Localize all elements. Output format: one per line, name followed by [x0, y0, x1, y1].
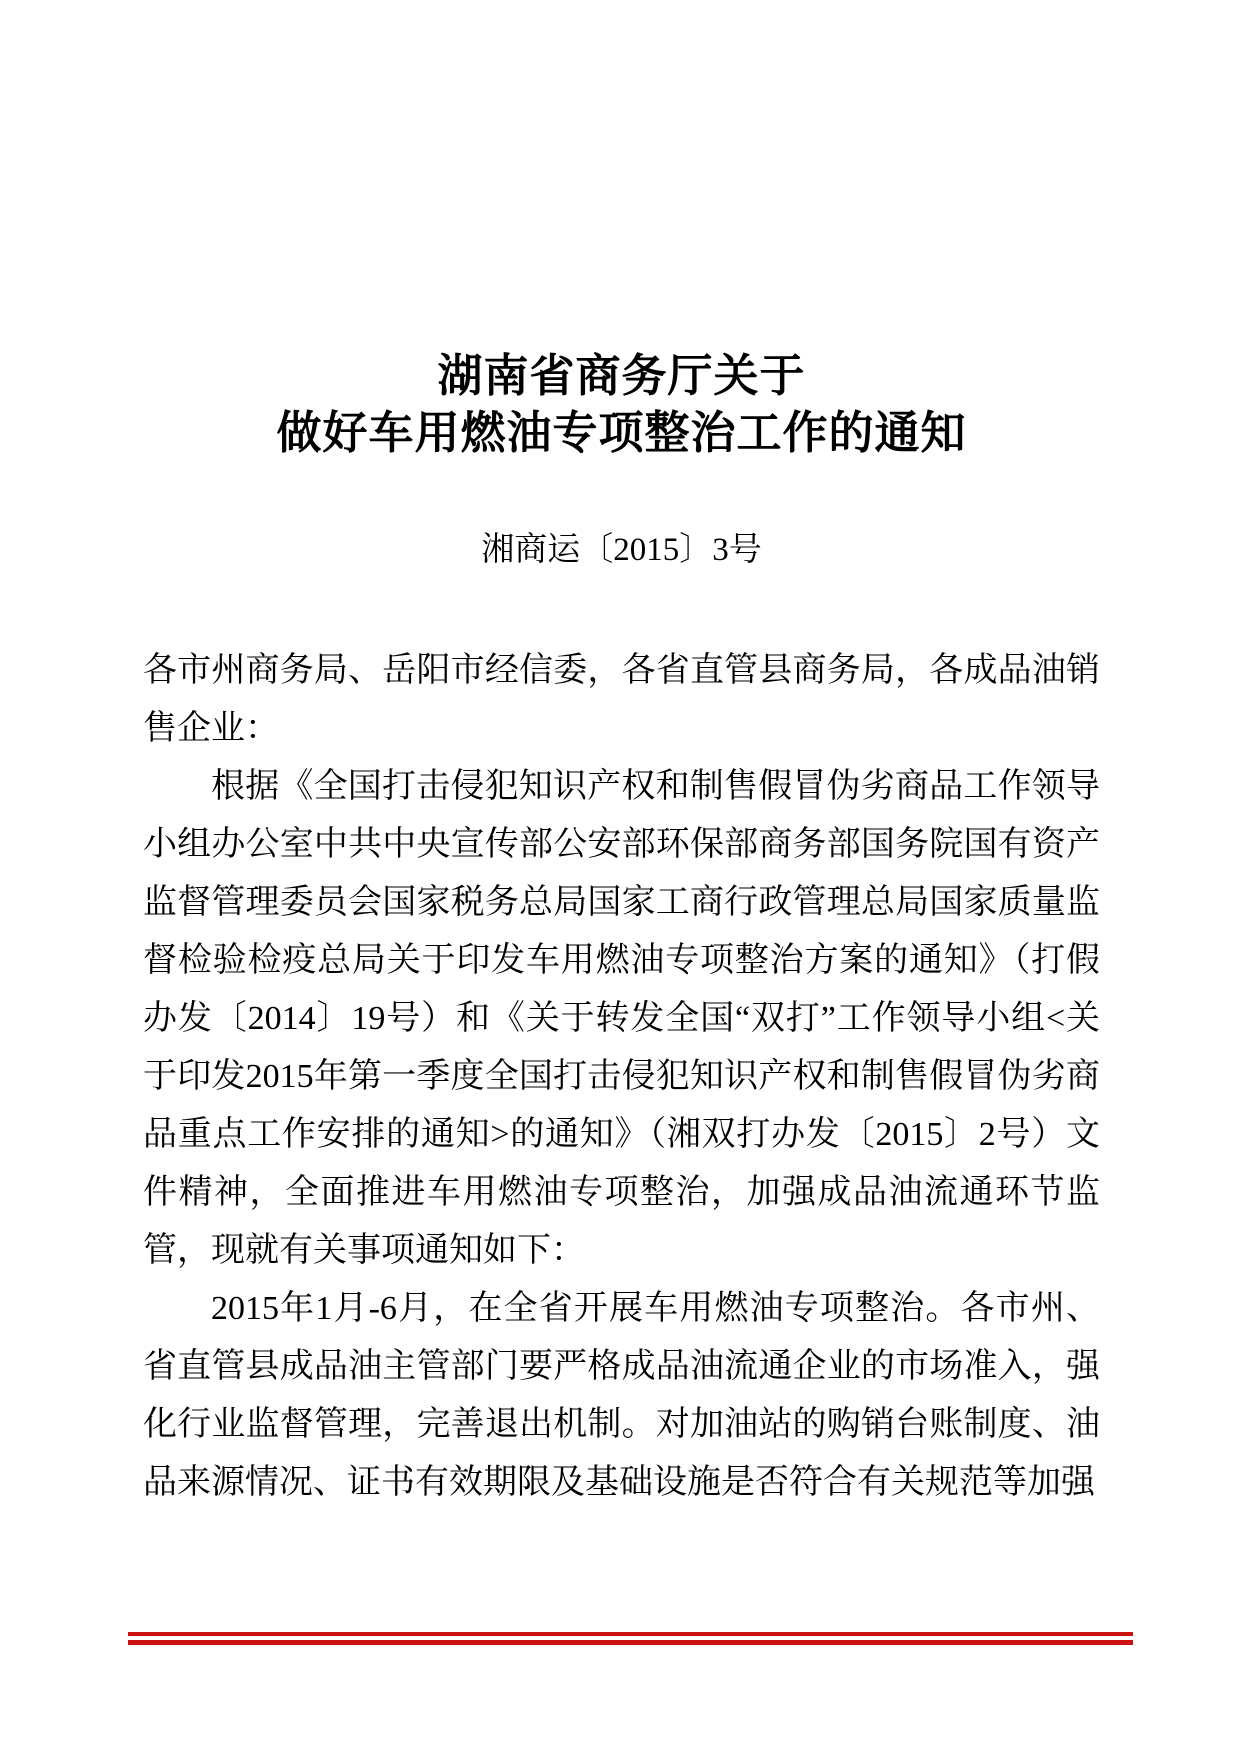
paragraph-recipients: 各市州商务局、岳阳市经信委，各省直管县商务局，各成品油销售企业：	[143, 652, 1100, 747]
title-line-2: 做好车用燃油专项整治工作的通知	[276, 408, 967, 458]
footer-rule-top	[128, 1632, 1133, 1636]
document-body	[143, 642, 1100, 1512]
document-content	[143, 0, 1100, 1512]
document-number: 湘商运〔2015〕3号	[481, 532, 762, 568]
footer-divider	[128, 1632, 1133, 1645]
paragraph-legal-basis: 根据《全国打击侵犯知识产权和制售假冒伪劣商品工作领导小组办公室中共中央宣传部公安部环保部商务部国务院国有资产监督管理委员会国家税务总局国家工商行政管理总局国家质量监督检验检疫总局关于印发车用燃油专项整治方案的通知》（打假办发〔2014〕19号）和《关于转发全国“双打”工作领导小组<关于印发2015年第一季度全国打击侵犯知识产权和制售假冒伪劣商品重点工作安排的通知>的通知》（湘双打办发〔2015〕2号）文件精神，全面推进车用燃油专项整治，加强成品油流通环节监管，现就有关事项通知如下：	[143, 768, 1100, 1269]
footer-rule-bottom	[128, 1640, 1133, 1645]
document-title	[143, 348, 1100, 462]
paragraph-campaign-details: 2015年1月-6月，在全省开展车用燃油专项整治。各市州、省直管县成品油主管部门要严格成品油流通企业的市场准入，强化行业监督管理，完善退出机制。对加油站的购销台账制度、油品来源情况、证书有效期限及基础设施是否符合有关规范等加强	[143, 1290, 1100, 1501]
title-line-1: 湖南省商务厅关于	[437, 351, 806, 401]
